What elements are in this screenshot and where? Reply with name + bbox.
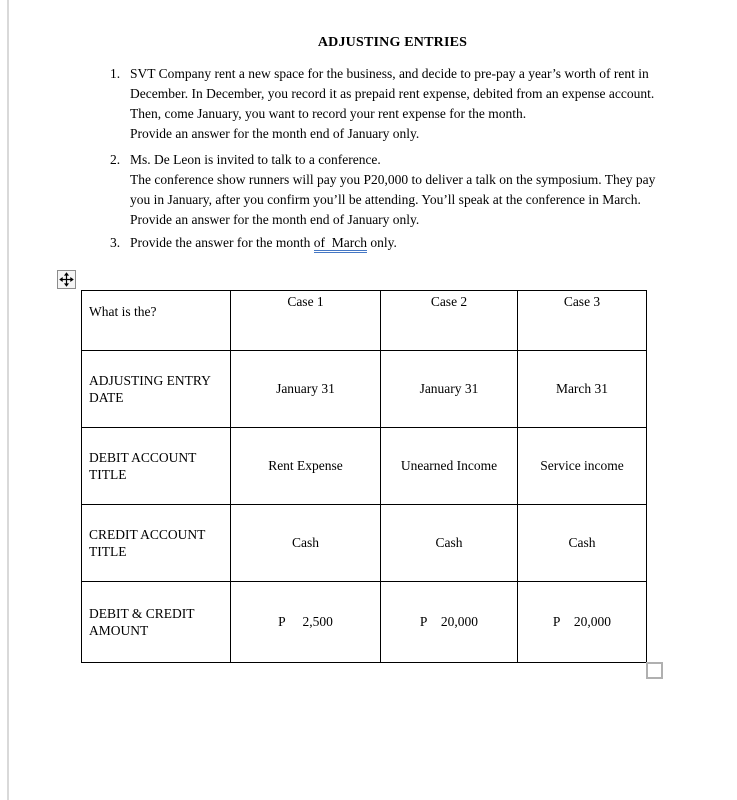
- list-item-1-text: [130, 64, 654, 144]
- table-row-debit-credit-amount: [82, 582, 647, 663]
- list-number-1: 1.: [110, 66, 121, 81]
- table-cell[interactable]: January 31: [231, 351, 381, 428]
- table-cell[interactable]: Rent Expense: [231, 428, 381, 505]
- text-segment: Provide the answer for the month: [130, 235, 314, 250]
- row-label[interactable]: [82, 428, 231, 505]
- row-label-line: TITLE: [89, 467, 127, 482]
- text-line: December. In December, you record it as prepaid rent expense, debited from an expense account.: [130, 86, 655, 101]
- case-2-header[interactable]: Case 2: [381, 291, 518, 351]
- table-row-debit-account-title: [82, 428, 647, 505]
- list-number-2: 2.: [110, 152, 121, 167]
- table-cell[interactable]: March 31: [518, 351, 647, 428]
- question-cell[interactable]: What is the?: [82, 291, 231, 351]
- text-line: Provide an answer for the month end of January only.: [130, 126, 420, 141]
- table-cell[interactable]: P 20,000: [381, 582, 518, 663]
- row-label-line: DEBIT & CREDIT: [89, 606, 195, 621]
- table-cell[interactable]: Unearned Income: [381, 428, 518, 505]
- row-label-line: ADJUSTING ENTRY: [89, 373, 211, 388]
- table-cell[interactable]: P 20,000: [518, 582, 647, 663]
- case-3-header[interactable]: Case 3: [518, 291, 647, 351]
- table-row-credit-account-title: [82, 505, 647, 582]
- list-item-2-text: [130, 150, 655, 230]
- text-line: SVT Company rent a new space for the business, and decide to pre-pay a year’s worth of rent in: [130, 66, 649, 81]
- text-line: The conference show runners will pay you P20,000 to deliver a talk on the symposium. They pay: [130, 172, 656, 187]
- list-item-2: [110, 150, 655, 230]
- row-label-line: DATE: [89, 390, 124, 405]
- text-line: [130, 233, 397, 253]
- row-label-line: AMOUNT: [89, 623, 149, 638]
- list-item-3-text: [130, 233, 397, 253]
- move-cross-icon: [59, 272, 74, 287]
- table-cell[interactable]: Service income: [518, 428, 647, 505]
- row-label-line: TITLE: [89, 544, 127, 559]
- row-label-line: CREDIT ACCOUNT: [89, 527, 206, 542]
- grammar-underlined-text: of March: [314, 235, 367, 253]
- adjusting-entries-table: [81, 290, 647, 663]
- table-header-row: [82, 291, 647, 351]
- list-item-3: [110, 233, 397, 253]
- table-move-handle[interactable]: [57, 270, 76, 289]
- table-cell[interactable]: January 31: [381, 351, 518, 428]
- table-cell[interactable]: Cash: [231, 505, 381, 582]
- text-line: Provide an answer for the month end of January only.: [130, 212, 420, 227]
- table-cell[interactable]: P 2,500: [231, 582, 381, 663]
- table-cell[interactable]: Cash: [381, 505, 518, 582]
- case-1-header[interactable]: Case 1: [231, 291, 381, 351]
- table-resize-handle[interactable]: [646, 662, 663, 679]
- row-label-line: DEBIT ACCOUNT: [89, 450, 197, 465]
- text-line: you in January, after you confirm you’ll be attending. You’ll speak at the conference in March.: [130, 192, 641, 207]
- page-edge-line: [7, 0, 9, 800]
- list-number-3: 3.: [110, 235, 121, 250]
- text-line: Ms. De Leon is invited to talk to a conference.: [130, 152, 381, 167]
- table-row-adjusting-entry-date: [82, 351, 647, 428]
- table-cell[interactable]: Cash: [518, 505, 647, 582]
- text-segment: only.: [366, 235, 397, 250]
- document-title: ADJUSTING ENTRIES: [317, 35, 468, 50]
- row-label[interactable]: [82, 505, 231, 582]
- row-label[interactable]: [82, 582, 231, 663]
- list-item-1: [110, 64, 654, 144]
- text-line: Then, come January, you want to record your rent expense for the month.: [130, 106, 527, 121]
- row-label[interactable]: [82, 351, 231, 428]
